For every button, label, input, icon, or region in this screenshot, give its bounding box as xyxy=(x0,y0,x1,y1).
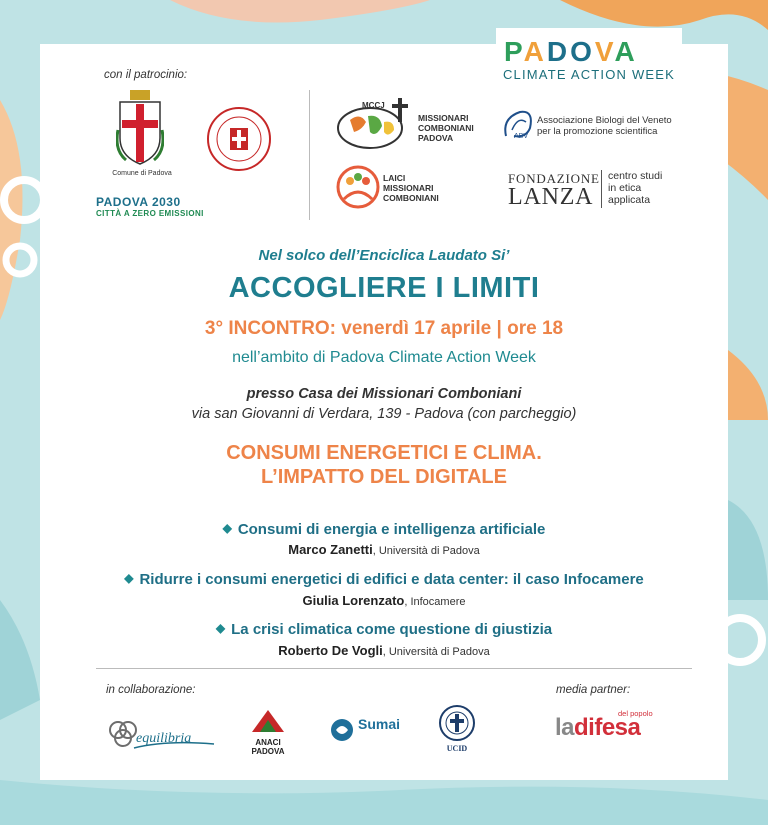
speaker-affiliation: , Infocamere xyxy=(404,596,466,608)
sumai-logo-icon xyxy=(330,718,354,742)
diamond-bullet-icon: ◆ xyxy=(222,521,232,535)
anaci-logo-icon xyxy=(250,706,286,734)
del-popolo-label: del popolo xyxy=(618,709,653,718)
event-theme xyxy=(40,441,728,489)
media-partner-label: media partner: xyxy=(556,684,631,696)
la-difesa-del-popolo-logo xyxy=(555,714,640,742)
citta-zero-emissioni-label: CITTÀ A ZERO EMISSIONI xyxy=(96,209,204,218)
comune-di-padova-label: Comune di Padova xyxy=(112,170,172,177)
padova-climate-action-week-logo xyxy=(496,28,682,90)
anaci-line-1: ANACI xyxy=(255,738,281,747)
svg-text:MCCJ: MCCJ xyxy=(362,101,385,110)
collaborazione-label: in collaborazione: xyxy=(106,684,196,696)
lanza-divider xyxy=(601,170,602,208)
mccj-line-2: COMBONIANI xyxy=(418,123,474,133)
equilibria-label: equilibria xyxy=(136,731,192,746)
mccj-line-1: MISSIONARI xyxy=(418,113,469,123)
centro-line-1: centro studi xyxy=(608,170,663,182)
padova-logo-graphic xyxy=(504,35,674,65)
kicker-text: Nel solco dell’Enciclica Laudato Si’ xyxy=(258,247,510,264)
abv-line-2: per la promozione scientifica xyxy=(537,126,658,137)
speaker-name: Marco Zanetti xyxy=(288,542,373,557)
mccj-logo-icon xyxy=(336,98,416,152)
horizontal-divider xyxy=(96,668,692,669)
padova-2030-label: PADOVA 2030 xyxy=(96,195,181,209)
talk-speaker xyxy=(40,593,728,608)
speaker-name: Giulia Lorenzato xyxy=(302,593,405,608)
talk-title-text: Ridurre i consumi energetici di edifici e data center: il caso Infocamere xyxy=(139,571,644,588)
speaker-affiliation: , Università di Padova xyxy=(372,545,480,557)
talk-title xyxy=(40,621,728,638)
speaker-name: Roberto De Vogli xyxy=(278,643,383,658)
mccj-line-3: PADOVA xyxy=(418,133,454,143)
patrocinio-label: con il patrocinio: xyxy=(104,69,188,81)
abv-label xyxy=(537,115,672,137)
anaci-padova-label xyxy=(244,738,292,756)
climate-action-week-subtitle: CLIMATE ACTION WEEK xyxy=(502,67,676,82)
talk-title-text: La crisi climatica come questione di giustizia xyxy=(231,621,553,638)
ucid-seal-icon xyxy=(438,704,476,742)
abv-line-1: Associazione Biologi del Veneto xyxy=(537,115,672,126)
centro-line-3: applicata xyxy=(608,194,651,206)
theme-line-2: L’IMPATTO DEL DIGITALE xyxy=(261,466,507,488)
vertical-divider xyxy=(309,90,310,220)
ucid-label: UCID xyxy=(446,744,468,753)
event-date-line: 3° INCONTRO: venerdì 17 aprile | ore 18 xyxy=(204,318,564,339)
laici-line-3: COMBONIANI xyxy=(383,193,439,203)
event-context: nell’ambito di Padova Climate Action Week xyxy=(232,349,536,366)
comune-padova-shield-icon xyxy=(116,90,164,168)
event-venue: presso Casa dei Missionari Comboniani xyxy=(246,386,522,402)
laici-missionari-logo-icon xyxy=(336,165,380,209)
centro-line-2: in etica xyxy=(608,182,642,194)
speaker-affiliation: , Università di Padova xyxy=(382,646,490,658)
ordine-medici-seal-icon xyxy=(206,106,272,172)
event-title: ACCOGLIERE I LIMITI xyxy=(228,272,540,304)
talk-speaker xyxy=(40,542,728,557)
anaci-line-2: PADOVA xyxy=(251,747,285,756)
talk-speaker xyxy=(40,643,728,658)
abv-logo-icon xyxy=(500,108,538,140)
laici-missionari-comboniani-label xyxy=(383,173,439,203)
laici-line-1: LAICI xyxy=(383,173,406,183)
difesa-text: difesa xyxy=(574,714,641,741)
fondazione-label: FONDAZIONE xyxy=(508,171,600,186)
padova-logo-text: PADOVA xyxy=(504,36,638,65)
difesa-la-text: la xyxy=(555,714,575,741)
talk-title xyxy=(40,571,728,588)
talk-title-text: Consumi di energia e intelligenza artificiale xyxy=(237,521,546,538)
lanza-label: LANZA xyxy=(508,184,594,210)
missionari-comboniani-label xyxy=(418,113,474,143)
laici-line-2: MISSIONARI xyxy=(383,183,434,193)
diamond-bullet-icon: ◆ xyxy=(215,621,226,635)
diamond-bullet-icon: ◆ xyxy=(124,571,134,585)
theme-line-1: CONSUMI ENERGETICI E CLIMA. xyxy=(226,442,542,464)
talk-title xyxy=(40,521,728,538)
sumai-label: Sumai xyxy=(358,716,401,732)
svg-text:ABV: ABV xyxy=(514,133,529,140)
event-address: via san Giovanni di Verdara, 139 - Padova (con parcheggio) xyxy=(191,406,577,422)
centro-studi-label xyxy=(608,170,662,206)
